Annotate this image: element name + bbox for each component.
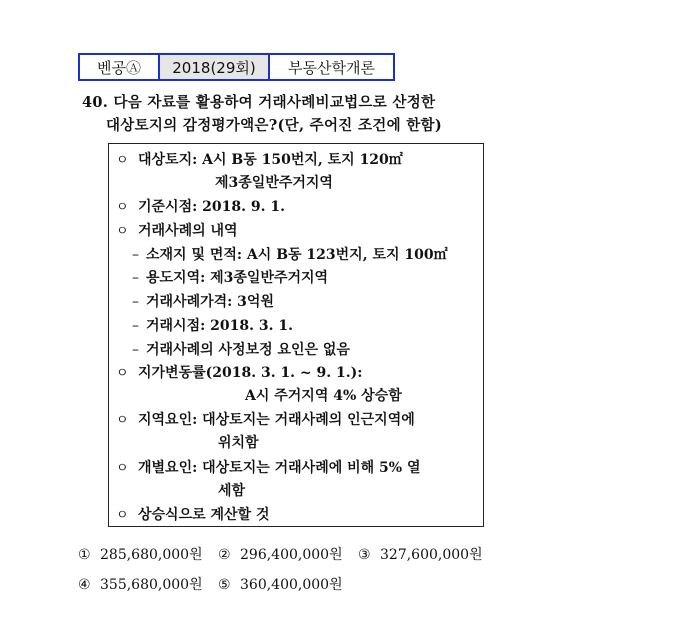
box-row-no-adjust (132, 339, 350, 359)
row-text: 지역요인: 대상토지는 거래사례의 인근지역에 (138, 412, 415, 428)
box-row-zone: 제3종일반주거지역 (215, 175, 333, 191)
box-row-regional-factor-cont: 위치함 (218, 435, 259, 451)
box-row-price-change-value: A시 주거지역 4% 상승함 (245, 388, 402, 404)
choice-text: 360,400,000원 (240, 577, 343, 593)
row-text: 거래시점: 2018. 3. 1. (146, 318, 293, 334)
box-row-case-price (132, 291, 274, 311)
answer-choice-4[interactable] (78, 574, 203, 594)
dash-icon: – (132, 342, 139, 358)
question-line-2: 대상토지의 감정평가액은?(단, 주어진 조건에 한함) (106, 117, 442, 134)
answer-choice-5[interactable] (218, 574, 343, 594)
question-line-1: 40. 다음 자료를 활용하여 거래사례비교법으로 산정한 (82, 94, 436, 111)
bullet-icon: ㅇ (116, 508, 129, 523)
row-text: 소재지 및 면적: A시 B동 123번지, 토지 100㎡ (146, 247, 448, 263)
dash-icon: – (132, 318, 139, 334)
bullet-icon: ㅇ (116, 224, 129, 239)
box-row-price-change (116, 362, 362, 382)
choice-number: ③ (358, 547, 371, 563)
choice-number: ④ (78, 577, 91, 593)
row-text: 거래사례가격: 3억원 (146, 294, 274, 310)
row-text: 상승식으로 계산할 것 (138, 507, 270, 523)
row-text: 거래사례의 사정보정 요인은 없음 (146, 342, 350, 358)
bullet-icon: ㅇ (116, 153, 129, 168)
row-text: 지가변동률(2018. 3. 1. ~ 9. 1.): (138, 365, 363, 381)
choice-text: 285,680,000원 (100, 547, 203, 563)
choice-number: ① (78, 547, 91, 563)
box-row-individual-factor-cont: 세함 (218, 483, 246, 499)
header-course-label: 부동산학개론 (288, 58, 375, 77)
answer-choice-3[interactable] (358, 544, 483, 564)
subject-header (78, 53, 395, 81)
choice-text: 327,600,000원 (380, 547, 483, 563)
box-row-case-details (116, 220, 238, 240)
box-row-regional-factor (116, 409, 415, 429)
box-row-case-date (132, 315, 293, 335)
row-text: 대상토지: A시 B동 150번지, 토지 120㎡ (138, 152, 403, 168)
bullet-icon: ㅇ (116, 366, 129, 381)
row-text: 기준시점: 2018. 9. 1. (138, 199, 285, 215)
row-text: 거래사례의 내역 (138, 223, 238, 239)
choice-number: ② (218, 547, 231, 563)
header-exam-label: 2018(29회) (160, 55, 270, 79)
bullet-icon: ㅇ (116, 461, 129, 476)
row-text: 용도지역: 제3종일반주거지역 (146, 270, 329, 286)
answer-choice-1[interactable] (78, 544, 203, 564)
bullet-icon: ㅇ (116, 413, 129, 428)
dash-icon: – (132, 247, 139, 263)
choice-text: 355,680,000원 (100, 577, 203, 593)
choice-text: 296,400,000원 (240, 547, 343, 563)
box-row-method (116, 504, 269, 524)
choice-number: ⑤ (218, 577, 231, 593)
bullet-icon: ㅇ (116, 200, 129, 215)
box-row-target-land (116, 149, 403, 169)
box-row-use-zone (132, 267, 328, 287)
dash-icon: – (132, 294, 139, 310)
answer-choice-2[interactable] (218, 544, 343, 564)
dash-icon: – (132, 270, 139, 286)
box-row-individual-factor (116, 457, 421, 477)
box-row-location (132, 244, 448, 264)
header-subject-label: 벤공Ⓐ (80, 55, 160, 79)
box-row-base-date (116, 196, 285, 216)
row-text: 개별요인: 대상토지는 거래사례에 비해 5% 열 (138, 460, 421, 476)
